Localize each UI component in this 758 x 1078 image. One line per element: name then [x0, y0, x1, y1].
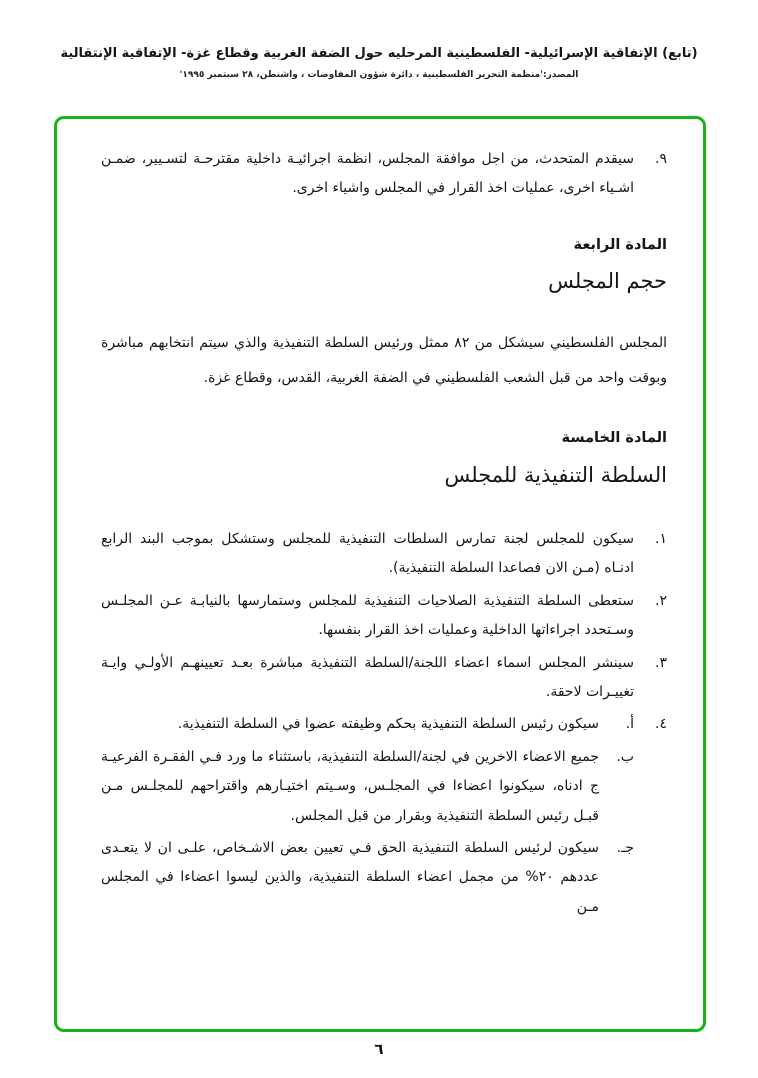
clause-1-number: ١.: [655, 531, 667, 548]
clause-4b: [101, 743, 667, 831]
article-4-title: المادة الرابعة: [573, 236, 667, 253]
clause-4a-letter: أ.: [625, 716, 634, 733]
article-4-paragraph: المجلس الفلسطيني سيشكل من ٨٢ ممثل ورئيس السلطة التنفيذية والذي سيتم انتخابهم مباشرة وبوقت واحد من قبل الشعب الفلسطيني في الضفة الغربية، القدس، وقطاع غزة.: [101, 334, 667, 387]
clause-4b-letter: ب.: [616, 748, 634, 765]
article-4-subtitle: حجم المجلس: [548, 269, 667, 294]
clause-9: [101, 145, 667, 204]
page-number: ٦: [374, 1040, 384, 1058]
clause-3-text: سينشر المجلس اسماء اعضاء اللجنة/السلطة التنفيذية مباشرة بعـد تعيينهـم الأولـي وايـة تغييـرات لاحقة.: [101, 654, 634, 700]
clause-4a-text: سيكون رئيس السلطة التنفيذية بحكم وظيفته عضوا في السلطة التنفيذية.: [177, 716, 599, 733]
clause-4c: [101, 834, 667, 922]
clause-1-text: سيكون للمجلس لجنة تمارس السلطات التنفيذية للمجلس وستشكل بموجب البند الرابع ادنـاه (مـن الان فصاعدا السلطة التنفيذية).: [101, 531, 634, 577]
clause-2: [101, 587, 667, 646]
clause-4b-text: جميع الاعضاء الاخرين في لجنة/السلطة التنفيذية، باستثناء ما ورد فـي الفقـرة الفرعيـة ج ادناه، سيكونوا اعضاءا في المجلـس، وسـيتم اختيـارهم واقتراحهم للمجلـس مـن قبـل رئيس السلطة التنفيذية وبقرار من قبل المجلس.: [101, 748, 599, 824]
source-line: المصدر:'منظمة التحرير الفلسطينية ، دائرة شؤون المفاوضات ، واشنطن، ٢٨ سبتمبر ١٩٩٥': [179, 70, 579, 81]
clause-2-number: ٢.: [655, 592, 667, 609]
clause-1: [101, 525, 667, 584]
clause-9-number: ٩.: [655, 151, 667, 167]
document-title: (تابع) الإتفاقية الإسرائيلية- الفلسطينية المرحليه حول الضفة الغربية وقطاع غزة- الإتفاقية الإنتقالية: [60, 46, 698, 61]
clause-4a: [101, 710, 667, 739]
article-5-subtitle: السلطة التنفيذية للمجلس: [444, 462, 667, 487]
clause-9-text: سيقدم المتحدث، من اجل موافقة المجلس، انظمة اجرائيـة داخلية مقترحـة لتسـيير، ضمـن اشـياء اخرى، عمليات اخذ القرار في المجلس واشياء اخرى.: [101, 151, 634, 197]
clause-2-text: ستعطى السلطة التنفيذية الصلاحيات التنفيذية للمجلس وستمارسها بالنيابـة عـن المجلـس وسـتحدد اجراءاتها الداخلية وعمليات اخذ القرار بنفسها.: [101, 592, 634, 639]
clause-4-number: ٤.: [655, 716, 667, 733]
green-border-frame: [54, 116, 706, 1032]
article-5-title: المادة الخامسة: [561, 430, 667, 447]
document-content: [57, 119, 703, 922]
clause-3-number: ٣.: [655, 654, 667, 671]
clause-4c-text: سيكون لرئيس السلطة التنفيذية الحق فـي تعيين بعض الاشـخاص، علـى ان لا يتعـدى عددهم ٢٠% من مجمل اعضاء السلطة التنفيذية، والذين ليسوا اعضاءا في المجلس مـن: [101, 839, 599, 915]
page-header: [0, 0, 758, 80]
article-5-clauses: [101, 525, 667, 922]
clause-3: [101, 649, 667, 708]
clause-4c-letter: جـ.: [616, 839, 634, 856]
